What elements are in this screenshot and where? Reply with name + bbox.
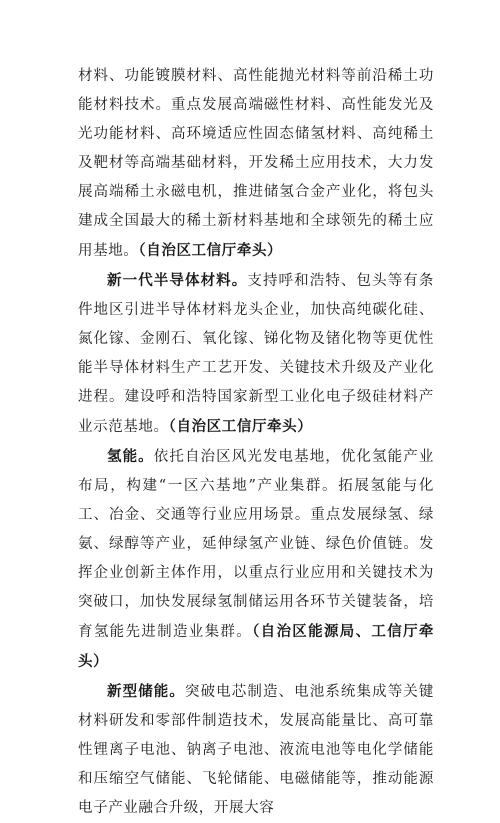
paragraph-text: 突破电芯制造、电池系统集成等关键材料研发和零部件制造技术，发展高能量比、高可靠性锂离子电池、钠离子电池、液流电池等电化学储能和压缩空气储能、飞轮储能、电磁储能等，推动能源电子产业融合升级，开展大容 xyxy=(78,684,435,816)
section-heading: 新一代半导体材料。 xyxy=(107,272,248,289)
paragraph-semiconductor-materials xyxy=(78,266,434,442)
paragraph-text: 材料、功能镀膜材料、高性能抛光材料等前沿稀土功能材料技术。重点发展高端磁性材料、高性能发光及光功能材料、高环境适应性固态储氢材料、高纯稀土及靶材等高端基础材料，开发稀土应用技术，大力发展高端稀土永磁电机，推进储氢合金产业化，将包头建成全国最大的稀土新材料基地和全球领先的稀土应用基地。 xyxy=(78,68,434,259)
lead-department-note: （自治区能源局、工信厅牵头） xyxy=(78,623,434,670)
lead-department-note: （自治区工信厅牵头） xyxy=(168,418,313,435)
paragraph-hydrogen-energy xyxy=(78,442,434,677)
document-body xyxy=(78,62,434,823)
lead-department-note: （自治区工信厅牵头） xyxy=(138,242,283,259)
section-heading: 新型储能。 xyxy=(107,683,185,700)
paragraph-text: 支持呼和浩特、包头等有条件地区引进半导体材料龙头企业，加快高纯碳化硅、氮化镓、金刚石、氧化镓、锑化物及锗化物等更优性能半导体材料生产工艺开发、关键技术升级及产业化进程。建设呼和浩特国家新型工业化电子级硅材料产业示范基地。 xyxy=(78,273,434,435)
paragraph-rare-earth-materials xyxy=(78,62,434,266)
paragraph-text: 依托自治区风光发电基地，优化氢能产业布局，构建“一区六基地”产业集群。拓展氢能与化工、冶金、交通等行业应用场景。重点发展绿氢、绿氨、绿醇等产业，延伸绿氢产业链、绿色价值链。发挥企业创新主体作用，以重点行业应用和关键技术为突破口，加快发展绿氢制储运用各环节关键装备，培育氢能先进制造业集群。 xyxy=(78,449,434,640)
section-heading: 氢能。 xyxy=(107,448,154,465)
paragraph-new-energy-storage xyxy=(78,677,434,823)
